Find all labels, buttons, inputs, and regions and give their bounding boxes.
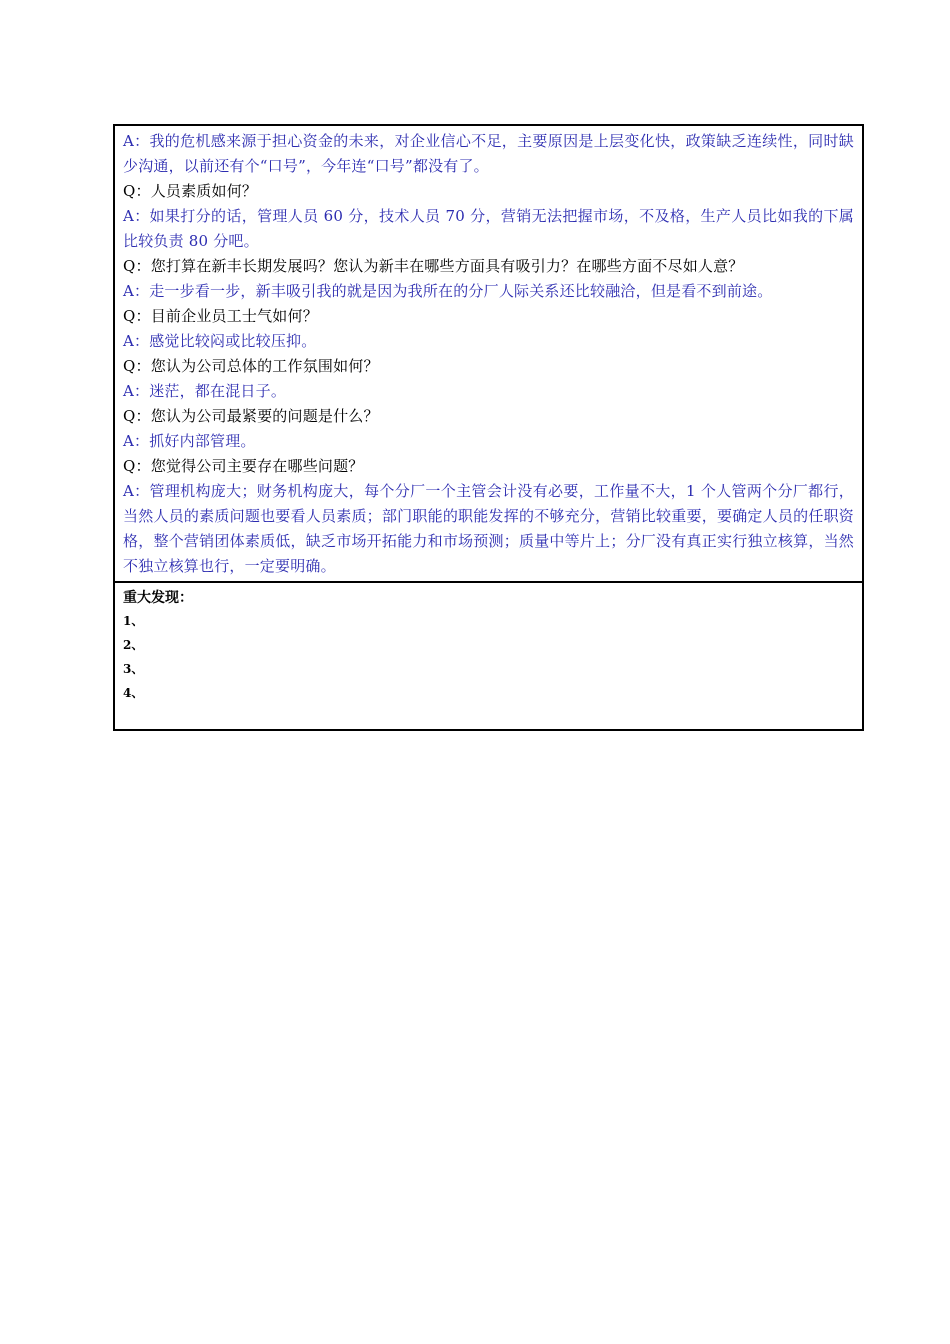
finding-item: 4、 <box>123 686 144 700</box>
question-line: Q：人员素质如何？ <box>123 182 258 200</box>
findings-title: 重大发现： <box>123 590 193 606</box>
finding-item: 1、 <box>123 614 144 628</box>
answer-line: A：我的危机感来源于担心资金的未来，对企业信心不足，主要原因是上层变化快，政策缺乏连续性，同时缺少沟通，以前还有个“口号”，今年连“口号”都没有了。 <box>123 132 854 175</box>
answer-line: A：走一步看一步，新丰吸引我的就是因为我所在的分厂人际关系还比较融洽，但是看不到前途。 <box>123 282 773 300</box>
question-line: Q：目前企业员工士气如何？ <box>123 307 318 325</box>
answer-line: A：抓好内部管理。 <box>123 432 256 450</box>
question-line: Q：您打算在新丰长期发展吗？您认为新丰在哪些方面具有吸引力？在哪些方面不尽如人意？ <box>123 257 744 275</box>
finding-item: 3、 <box>123 662 144 676</box>
findings-cell <box>115 583 862 729</box>
answer-line: A：感觉比较闷或比较压抑。 <box>123 332 317 350</box>
question-line: Q：您觉得公司主要存在哪些问题？ <box>123 457 364 475</box>
interview-table <box>113 124 864 731</box>
question-line: Q：您认为公司总体的工作氛围如何？ <box>123 357 379 375</box>
question-line: Q：您认为公司最紧要的问题是什么？ <box>123 407 379 425</box>
answer-line: A：迷茫，都在混日子。 <box>123 382 287 400</box>
interview-qa-cell <box>115 126 862 583</box>
answer-line: A：如果打分的话，管理人员 60 分，技术人员 70 分，营销无法把握市场，不及格，生产人员比如我的下属比较负责 80 分吧。 <box>123 207 854 250</box>
finding-item: 2、 <box>123 638 144 652</box>
answer-line: A：管理机构庞大；财务机构庞大，每个分厂一个主管会计没有必要，工作量不大，1 个人管两个分厂都行，当然人员的素质问题也要看人员素质；部门职能的职能发挥的不够充分，营销比较重要，要确定人员的任职资格，整个营销团体素质低，缺乏市场开拓能力和市场预测；质量中等片上；分厂没有真正实行独立核算，当然不独立核算也行，一定要明确。 <box>123 482 854 575</box>
